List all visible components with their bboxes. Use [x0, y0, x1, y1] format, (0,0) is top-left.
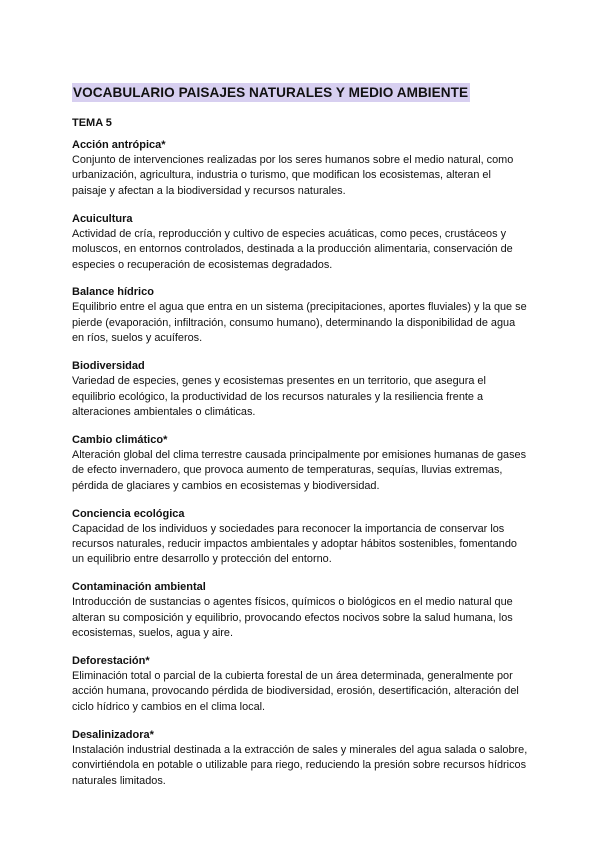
entry-term: Conciencia ecológica	[72, 507, 185, 520]
vocabulary-entry	[72, 654, 528, 715]
document-page	[72, 83, 528, 801]
vocabulary-entry	[72, 138, 528, 199]
entry-term: Balance hídrico	[72, 286, 154, 299]
entry-definition: Actividad de cría, reproducción y cultivo de especies acuáticas, como peces, crustáceos y moluscos, en entornos controlados, destinada a la producción alimentaria, conservación de especies o recuperación de ecosistemas degradados.	[72, 227, 513, 271]
entry-definition: Equilibrio entre el agua que entra en un sistema (precipitaciones, aportes fluviales) y la que se pierde (evaporación, infiltración, consumo humano), determinando la disponibilidad de agua en ríos, suelos y acuíferos.	[72, 301, 527, 345]
entry-definition: Variedad de especies, genes y ecosistemas presentes en un territorio, que asegura el equilibrio ecológico, la productividad de los recursos naturales y la resiliencia frente a alteraciones ambientales o climáticas.	[72, 375, 486, 418]
entry-term: Contaminación ambiental	[72, 581, 206, 594]
entry-definition: Alteración global del clima terrestre causada principalmente por emisiones humanas de gases de efecto invernadero, que provoca aumento de temperaturas, sequías, lluvias extremas, pérdida de glaciares y cambios en ecosistemas y biodiversidad.	[72, 448, 527, 492]
vocabulary-entry	[72, 580, 528, 641]
entry-definition: Instalación industrial destinada a la extracción de sales y minerales del agua salada o salobre, convirtiéndola en potable o utilizable para riego, reduciendo la presión sobre recursos hídricos naturales limitados.	[72, 743, 528, 787]
entry-definition: Capacidad de los individuos y sociedades para reconocer la importancia de conservar los recursos naturales, reducir impactos ambientales y adoptar hábitos sostenibles, fomentando un equilibrio entre desarrollo y protección del entorno.	[72, 522, 517, 566]
entry-term: Acción antrópica*	[72, 139, 166, 151]
entry-definition: Eliminación total o parcial de la cubierta forestal de un área determinada, generalmente por acción humana, provocando pérdida de biodiversidad, erosión, desertificación, alteración del ciclo hídrico y cambios en el clima local.	[72, 670, 519, 713]
vocabulary-list	[72, 138, 528, 789]
document-title: VOCABULARIO PAISAJES NATURALES Y MEDIO AMBIENTE	[73, 85, 469, 100]
vocabulary-entry	[72, 285, 528, 346]
entry-term: Cambio climático*	[72, 433, 168, 446]
entry-definition: Introducción de sustancias o agentes físicos, químicos o biológicos en el medio natural que alteran su composición y equilibrio, provocando efectos nocivos sobre la salud humana, los ecosistemas, suelos, agua y aire.	[72, 596, 513, 640]
vocabulary-entry	[72, 433, 528, 494]
vocabulary-entry	[72, 728, 528, 789]
entry-term: Acuicultura	[72, 212, 133, 225]
entry-definition: Conjunto de intervenciones realizadas por los seres humanos sobre el medio natural, como urbanización, agricultura, industria o turismo, que modifican los ecosistemas, alteran el paisaje y afectan a la biodiversidad y recursos naturales.	[72, 154, 514, 197]
section-subtitle: TEMA 5	[72, 117, 112, 129]
vocabulary-entry	[72, 507, 528, 568]
entry-term: Biodiversidad	[72, 360, 145, 373]
entry-term: Desalinizadora*	[72, 728, 154, 741]
vocabulary-entry	[72, 359, 528, 420]
entry-term: Deforestación*	[72, 655, 150, 668]
vocabulary-entry	[72, 212, 528, 273]
